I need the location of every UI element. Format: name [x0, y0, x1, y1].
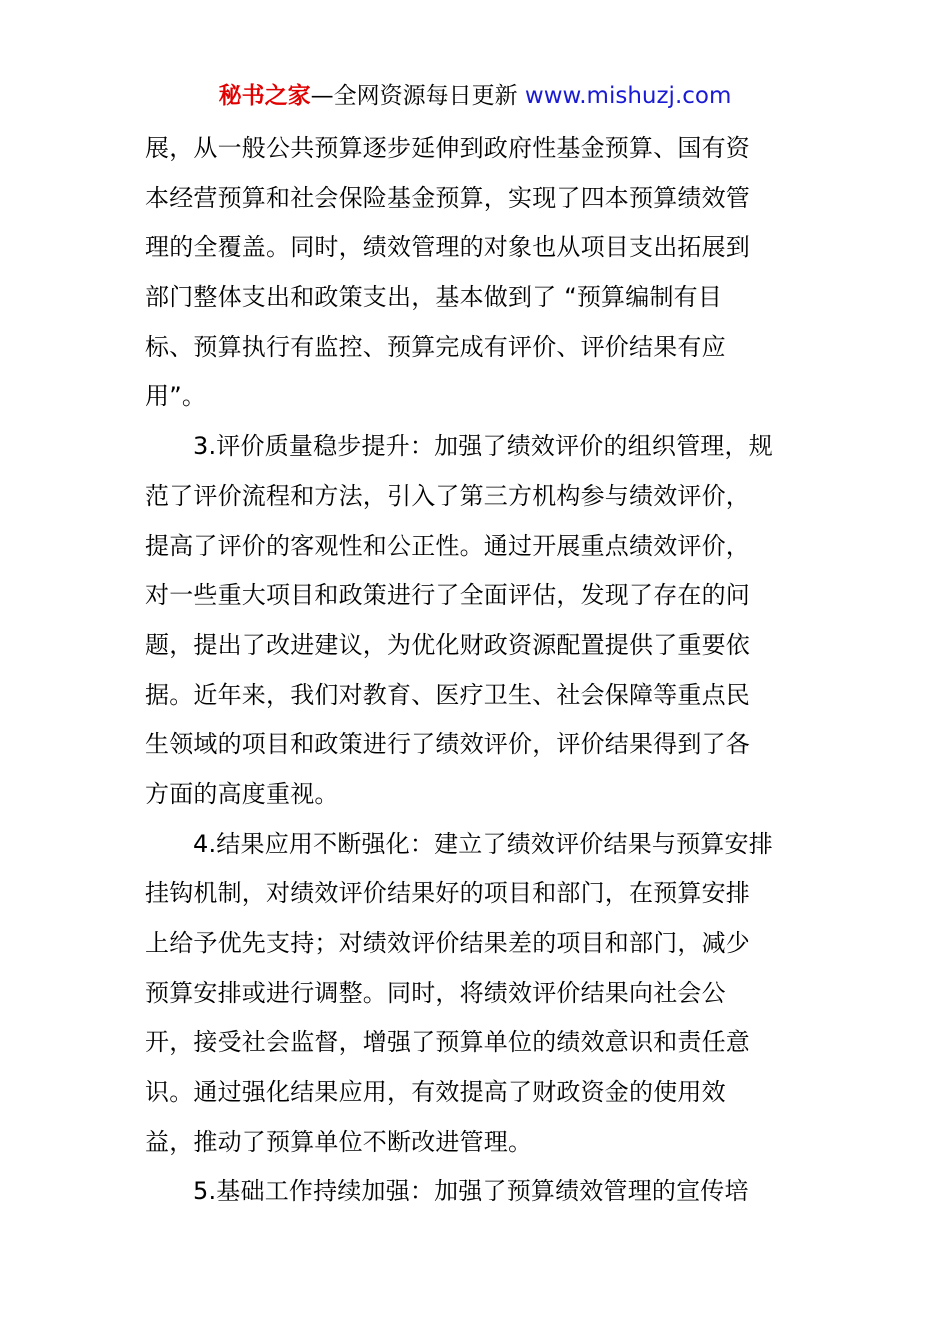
- document-body: [145, 124, 807, 1217]
- text-line: 方面的高度重视。: [145, 779, 339, 808]
- text-line: 上给予优先支持；对绩效评价结果差的项目和部门，减少: [145, 929, 750, 957]
- text-line: 据。近年来，我们对教育、医疗卫生、社会保障等重点民: [145, 680, 750, 709]
- text-line: 对一些重大项目和政策进行了全面评估，发现了存在的问: [145, 581, 750, 610]
- text-line: 题，提出了改进建议，为优化财政资源配置提供了重要依: [145, 630, 750, 659]
- text-line: 部门整体支出和政策支出，基本做到了 “预算编制有目: [145, 283, 723, 312]
- text-line: 3.评价质量稳步提升：加强了绩效评价的组织管理，规: [193, 432, 773, 461]
- text-line: 提高了评价的客观性和公正性。通过开展重点绩效评价，: [145, 531, 750, 560]
- site-url[interactable]: www.mishuzj.com: [524, 83, 732, 109]
- text-line: 5.基础工作持续加强：加强了预算绩效管理的宣传培: [193, 1177, 749, 1206]
- text-line: 挂钩机制，对绩效评价结果好的项目和部门，在预算安排: [145, 879, 750, 908]
- text-line: 理的全覆盖。同时，绩效管理的对象也从项目支出拓展到: [145, 233, 750, 262]
- text-line: 益，推动了预算单位不断改进管理。: [145, 1127, 533, 1156]
- paragraph-evaluation-quality: [145, 422, 807, 820]
- site-tagline: —全网资源每日更新: [310, 83, 525, 109]
- text-line: 标、预算执行有监控、预算完成有评价、评价结果有应: [145, 332, 726, 361]
- text-line: 识。通过强化结果应用，有效提高了财政资金的使用效: [145, 1078, 726, 1107]
- site-brand: 秘书之家: [218, 83, 311, 109]
- paragraph-result-application: [145, 820, 807, 1168]
- text-line: 4.结果应用不断强化：建立了绩效评价结果与预算安排: [193, 829, 773, 858]
- text-line: 展，从一般公共预算逐步延伸到政府性基金预算、国有资: [145, 134, 750, 162]
- text-line: 生领域的项目和政策进行了绩效评价，评价结果得到了各: [145, 730, 750, 759]
- text-line: 本经营预算和社会保险基金预算，实现了四本预算绩效管: [145, 183, 750, 212]
- paragraph-continuation: [145, 124, 807, 422]
- text-line: 预算安排或进行调整。同时，将绩效评价结果向社会公: [145, 978, 726, 1007]
- text-line: 开，接受社会监督，增强了预算单位的绩效意识和责任意: [145, 1028, 750, 1057]
- paragraph-foundation-work: [145, 1167, 807, 1217]
- text-line: 范了评价流程和方法，引入了第三方机构参与绩效评价，: [145, 481, 750, 510]
- site-header: [0, 80, 950, 112]
- text-line: 用”。: [145, 382, 207, 411]
